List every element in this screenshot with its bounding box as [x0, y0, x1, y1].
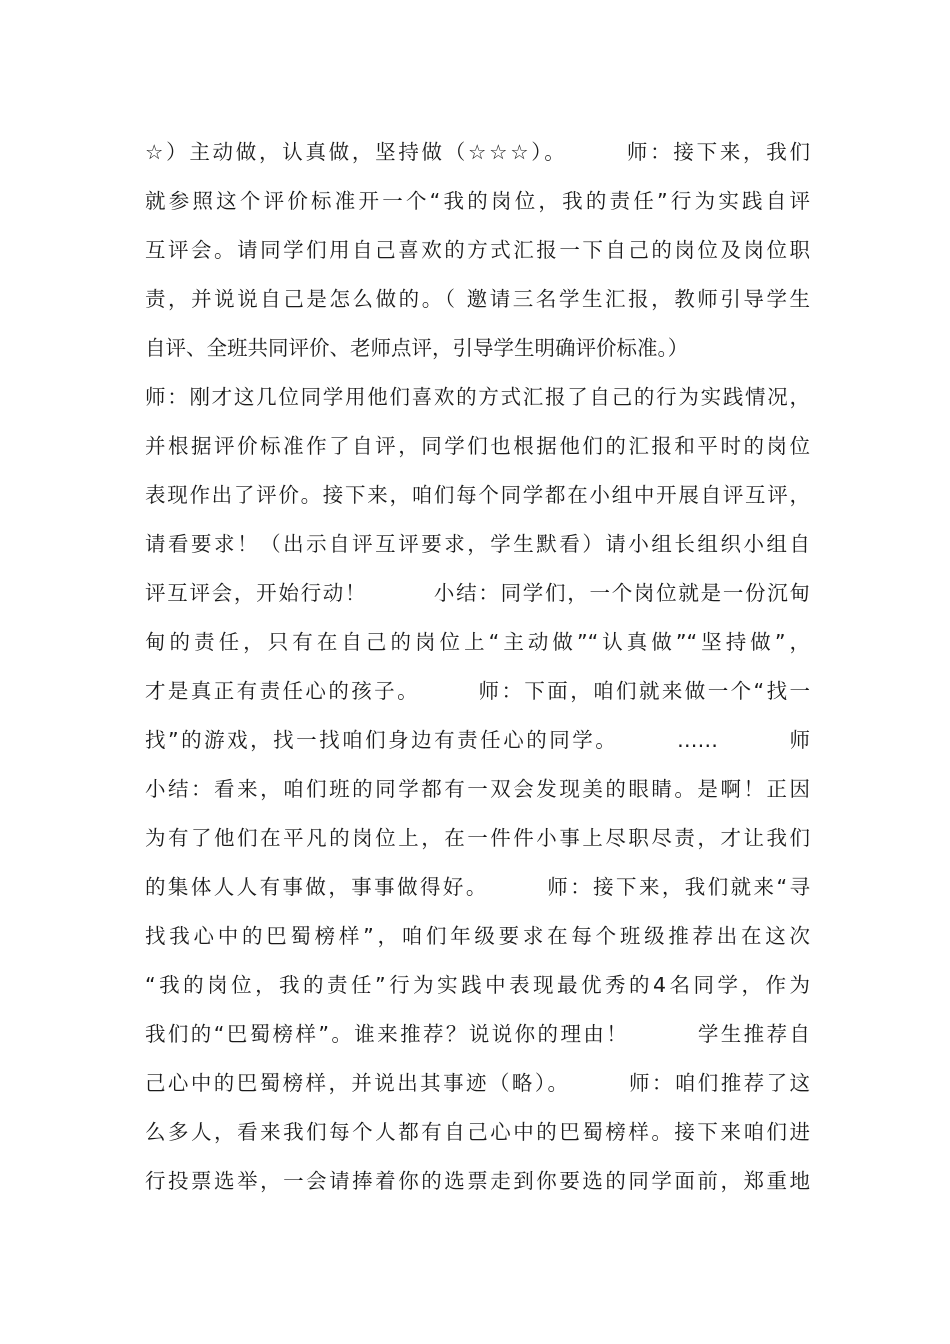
text-line: 就参照这个评价标准开一个“我的岗位，我的责任”行为实践自评 [145, 189, 810, 213]
text-line: 评互评会，开始行动！ 小结：同学们，一个岗位就是一份沉甸 [145, 581, 810, 605]
text-line: 为有了他们在平凡的岗位上，在一件件小事上尽职尽责，才让我们 [145, 826, 810, 850]
text-line: 找”的游戏，找一找咱们身边有责任心的同学。 …… 师 [145, 728, 810, 752]
text-line: 互评会。请同学们用自己喜欢的方式汇报一下自己的岗位及岗位职 [145, 238, 810, 262]
text-line: 并根据评价标准作了自评，同学们也根据他们的汇报和平时的岗位 [145, 434, 810, 458]
text-line: ☆）主动做，认真做，坚持做（☆☆☆）。 师：接下来，我们 [145, 140, 810, 164]
text-line: 找我心中的巴蜀榜样”，咱们年级要求在每个班级推荐出在这次 [145, 924, 810, 948]
text-line: 么多人，看来我们每个人都有自己心中的巴蜀榜样。接下来咱们进 [145, 1120, 810, 1144]
text-line: 责，并说说自己是怎么做的。（ 邀请三名学生汇报，教师引导学生 [145, 287, 810, 311]
text-line: 甸的责任，只有在自己的岗位上“主动做”“认真做”“坚持做”， [145, 630, 810, 654]
text-line: 自评、全班共同评价、老师点评，引导学生明确评价标准。） [145, 336, 689, 360]
text-line: 才是真正有责任心的孩子。 师：下面，咱们就来做一个“找一 [145, 679, 810, 703]
text-line: 己心中的巴蜀榜样，并说出其事迹（略）。 师：咱们推荐了这 [145, 1071, 810, 1095]
text-line: 请看要求！（出示自评互评要求，学生默看）请小组长组织小组自 [145, 532, 810, 556]
text-line: 师：刚才这几位同学用他们喜欢的方式汇报了自己的行为实践情况， [145, 385, 810, 409]
text-line: “我的岗位，我的责任”行为实践中表现最优秀的4名同学，作为 [145, 973, 810, 997]
text-line: 小结：看来，咱们班的同学都有一双会发现美的眼睛。是啊！正因 [145, 777, 810, 801]
text-line: 我们的“巴蜀榜样”。谁来推荐？说说你的理由！ 学生推荐自 [145, 1022, 810, 1046]
text-line: 表现作出了评价。接下来，咱们每个同学都在小组中开展自评互评， [145, 483, 810, 507]
text-line: 的集体人人有事做，事事做得好。 师：接下来，我们就来“寻 [145, 875, 810, 899]
text-line: 行投票选举，一会请捧着你的选票走到你要选的同学面前，郑重地 [145, 1169, 810, 1193]
body-text [145, 128, 810, 1206]
